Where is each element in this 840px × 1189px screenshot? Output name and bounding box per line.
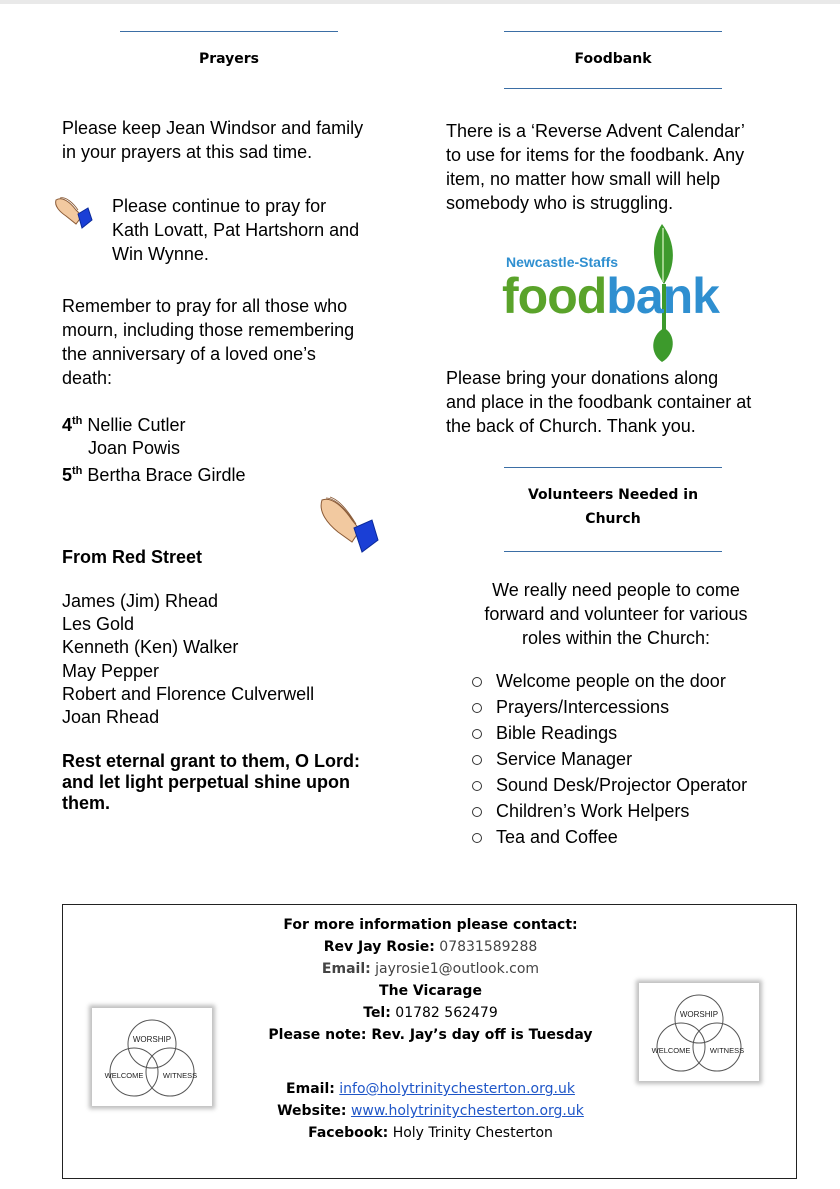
contact-box	[62, 904, 797, 1179]
prayers-para-3: Remember to pray for all those who mourn, including those remembering the anniversary of a loved one’s death:	[62, 296, 355, 388]
facebook-line: Facebook: Holy Trinity Chesterton	[308, 1125, 553, 1141]
list-item: Les Gold	[62, 614, 135, 635]
foodbank-para-2: Please bring your donations along and place in the foodbank container at the back of Church. Thank you.	[446, 368, 752, 436]
venn-label-welcome: WELCOME	[651, 1046, 691, 1055]
list-item: Sound Desk/Projector Operator	[470, 772, 747, 798]
list-item: Children’s Work Helpers	[470, 798, 747, 824]
day-off-note: Please note: Rev. Jay’s day off is Tuesday	[268, 1027, 593, 1043]
circle-bullet-icon	[472, 781, 482, 791]
rev-email-line: Email: jayrosie1@outlook.com	[321, 961, 540, 977]
website-line: Website: www.holytrinitychesterton.org.uk	[277, 1103, 584, 1119]
circle-bullet-icon	[472, 807, 482, 817]
foodbank-logo-region: Newcastle-Staffs	[506, 254, 619, 270]
anniversary-item: 5th Bertha Brace Girdle	[62, 465, 246, 485]
contact-details	[63, 914, 798, 1046]
list-item: Robert and Florence Culverwell	[62, 683, 315, 704]
circle-bullet-icon	[472, 833, 482, 843]
list-item: Joan Rhead	[62, 707, 160, 728]
volunteers-heading: Volunteers Needed in Church	[527, 487, 699, 527]
volunteers-rule-bottom	[504, 551, 722, 552]
volunteers-rule-top	[504, 467, 722, 468]
anniversary-item: 4th Nellie Cutler	[62, 415, 186, 435]
list-item: Service Manager	[470, 746, 747, 772]
red-street-list	[62, 590, 314, 729]
foodbank-heading: Foodbank	[574, 51, 652, 67]
anniversary-item: Joan Powis	[88, 438, 181, 458]
list-item: Tea and Coffee	[470, 824, 747, 850]
foodbank-logo	[500, 222, 730, 364]
closing-prayer: Rest eternal grant to them, O Lord: and let light perpetual shine upon them.	[62, 751, 361, 813]
venn-label-worship: WORSHIP	[679, 1010, 719, 1019]
website-link[interactable]: www.holytrinitychesterton.org.uk	[350, 1103, 584, 1119]
list-item: James (Jim) Rhead	[62, 591, 219, 611]
venn-label-witness: WITNESS	[709, 1046, 745, 1055]
venn-label-witness: WITNESS	[162, 1071, 198, 1080]
foodbank-logo-wordmark: foodbank	[502, 268, 719, 324]
list-item: Kenneth (Ken) Walker	[62, 637, 239, 658]
volunteer-roles-list	[470, 668, 747, 850]
circle-bullet-icon	[472, 729, 482, 739]
foodbank-rule-top	[504, 31, 722, 32]
contact-title: For more information please contact:	[283, 917, 578, 933]
foodbank-para-1: There is a ‘Reverse Advent Calendar’ to use for items for the foodbank. Any item, no matter how small will help somebody who is struggling.	[446, 121, 745, 213]
venn-label-worship: WORSHIP	[132, 1035, 172, 1044]
foodbank-rule-bottom	[504, 88, 722, 89]
church-email-link[interactable]: info@holytrinitychesterton.org.uk	[339, 1081, 575, 1097]
praying-hands-icon	[52, 194, 94, 234]
church-email-line: Email: info@holytrinitychesterton.org.uk	[286, 1081, 575, 1097]
church-contact-details	[63, 1078, 798, 1144]
tel-line: Tel: 01782 562479	[363, 1005, 498, 1021]
praying-hands-icon	[316, 494, 380, 558]
prayers-para-1: Please keep Jean Windsor and family in your prayers at this sad time.	[62, 118, 364, 162]
red-street-heading: From Red Street	[62, 547, 203, 567]
prayers-para-2: Please continue to pray for Kath Lovatt, Pat Hartshorn and Win Wynne.	[112, 196, 360, 264]
prayers-heading: Prayers	[198, 51, 260, 67]
list-item: Prayers/Intercessions	[470, 694, 747, 720]
page-top-edge	[0, 0, 840, 4]
vicarage-line: The Vicarage	[379, 983, 482, 999]
volunteers-intro: We really need people to come forward and volunteer for various roles within the Church:	[484, 580, 748, 648]
venn-label-welcome: WELCOME	[104, 1071, 144, 1080]
list-item: Bible Readings	[470, 720, 747, 746]
rev-contact-line: Rev Jay Rosie: 07831589288	[323, 939, 538, 955]
prayers-rule-top	[120, 31, 338, 32]
circle-bullet-icon	[472, 755, 482, 765]
circle-bullet-icon	[472, 677, 482, 687]
list-item: Welcome people on the door	[470, 668, 747, 694]
circle-bullet-icon	[472, 703, 482, 713]
anniversary-list	[62, 410, 246, 487]
list-item: May Pepper	[62, 660, 160, 681]
